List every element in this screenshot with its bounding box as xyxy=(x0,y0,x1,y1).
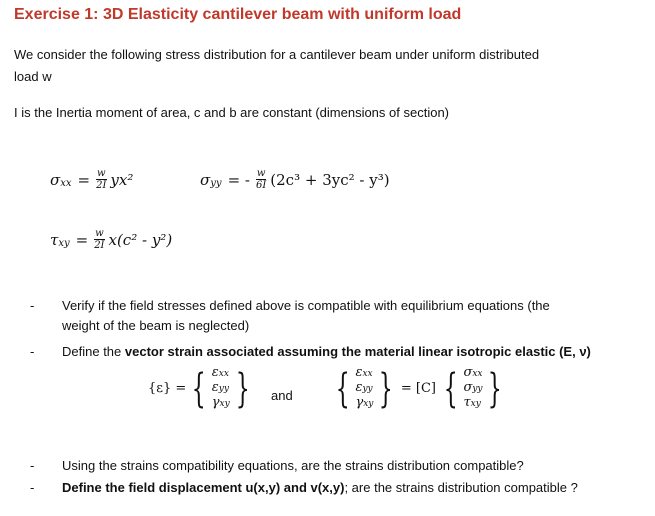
rhs-expression: (2c³ + 3yc² - y³) xyxy=(270,170,390,189)
bullet-line: Verify if the field stresses defined above is compatible with equilibrium equations (the xyxy=(62,298,550,313)
bullet-text: Define the xyxy=(62,344,125,359)
numerator: w xyxy=(95,228,104,239)
sigma-symbol: σ xyxy=(50,170,61,189)
subscript: xy xyxy=(58,238,70,249)
stiffness-matrix-label: = [C] xyxy=(400,381,436,396)
exercise-title: Exercise 1: 3D Elasticity cantilever beam with uniform load xyxy=(14,6,462,23)
bullet-dash: - xyxy=(30,480,35,495)
bullet-dash: - xyxy=(30,344,35,359)
left-brace: { xyxy=(443,365,458,412)
left-brace: { xyxy=(192,365,207,412)
subscript: xx xyxy=(60,178,72,189)
equation-sigma-yy xyxy=(200,168,390,191)
numerator: w xyxy=(96,168,106,179)
constitutive-relation xyxy=(330,366,508,411)
rhs-expression: x(c² - y²) xyxy=(108,230,173,249)
strain-vector-column: εxx εyy γxy xyxy=(211,365,230,410)
strain-vector-lhs: {ε} = xyxy=(148,381,187,396)
equals-sign: = xyxy=(75,230,89,249)
bullet-text: ; are the strains distribution compatible ? xyxy=(344,480,578,495)
right-brace: } xyxy=(488,365,503,412)
right-brace: } xyxy=(235,365,250,412)
bullet-compatibility: Using the strains compatibility equations, are the strains distribution compatible? xyxy=(62,458,524,473)
sigma-symbol: σ xyxy=(200,170,211,189)
equation-sigma-xx xyxy=(50,168,133,191)
bullet-strain-vector xyxy=(62,342,637,362)
bullet-dash: - xyxy=(30,298,35,313)
strain-column: εxx εyy γxy xyxy=(355,365,374,410)
bullet-bold-text: vector strain associated assuming the material linear isotropic elastic (E, ν) xyxy=(124,344,591,359)
bullet-line: weight of the beam is neglected) xyxy=(62,318,250,333)
denominator: 2I xyxy=(94,240,105,251)
right-brace: } xyxy=(379,365,394,412)
inertia-note: I is the Inertia moment of area, c and b are constant (dimensions of section) xyxy=(14,105,449,120)
intro-paragraph xyxy=(14,44,639,88)
fraction xyxy=(93,228,105,251)
and-word: and xyxy=(271,388,293,403)
tau-symbol: τ xyxy=(50,230,59,249)
equals-minus-sign: = - xyxy=(227,170,250,189)
bullet-displacement xyxy=(62,478,637,498)
subscript: yy xyxy=(210,178,222,189)
denominator: 6I xyxy=(255,180,267,191)
bullet-dash: - xyxy=(30,458,35,473)
fraction xyxy=(95,168,107,191)
rhs-expression: yx² xyxy=(110,170,134,189)
fraction xyxy=(255,168,267,191)
equation-tau-xy xyxy=(50,228,172,251)
left-brace: { xyxy=(335,365,350,412)
denominator: 2I xyxy=(96,180,107,191)
equals-sign: = xyxy=(77,170,91,189)
intro-line-2: load w xyxy=(14,69,52,84)
bullet-bold-text: Define the field displacement u(x,y) and v(x,y) xyxy=(62,480,345,495)
stress-column: σxx σyy τxy xyxy=(463,365,483,410)
numerator: w xyxy=(256,168,266,179)
intro-line-1: We consider the following stress distribution for a cantilever beam under uniform distributed xyxy=(14,47,540,62)
bullet-equilibrium xyxy=(62,296,637,336)
strain-vector-definition xyxy=(148,366,255,411)
